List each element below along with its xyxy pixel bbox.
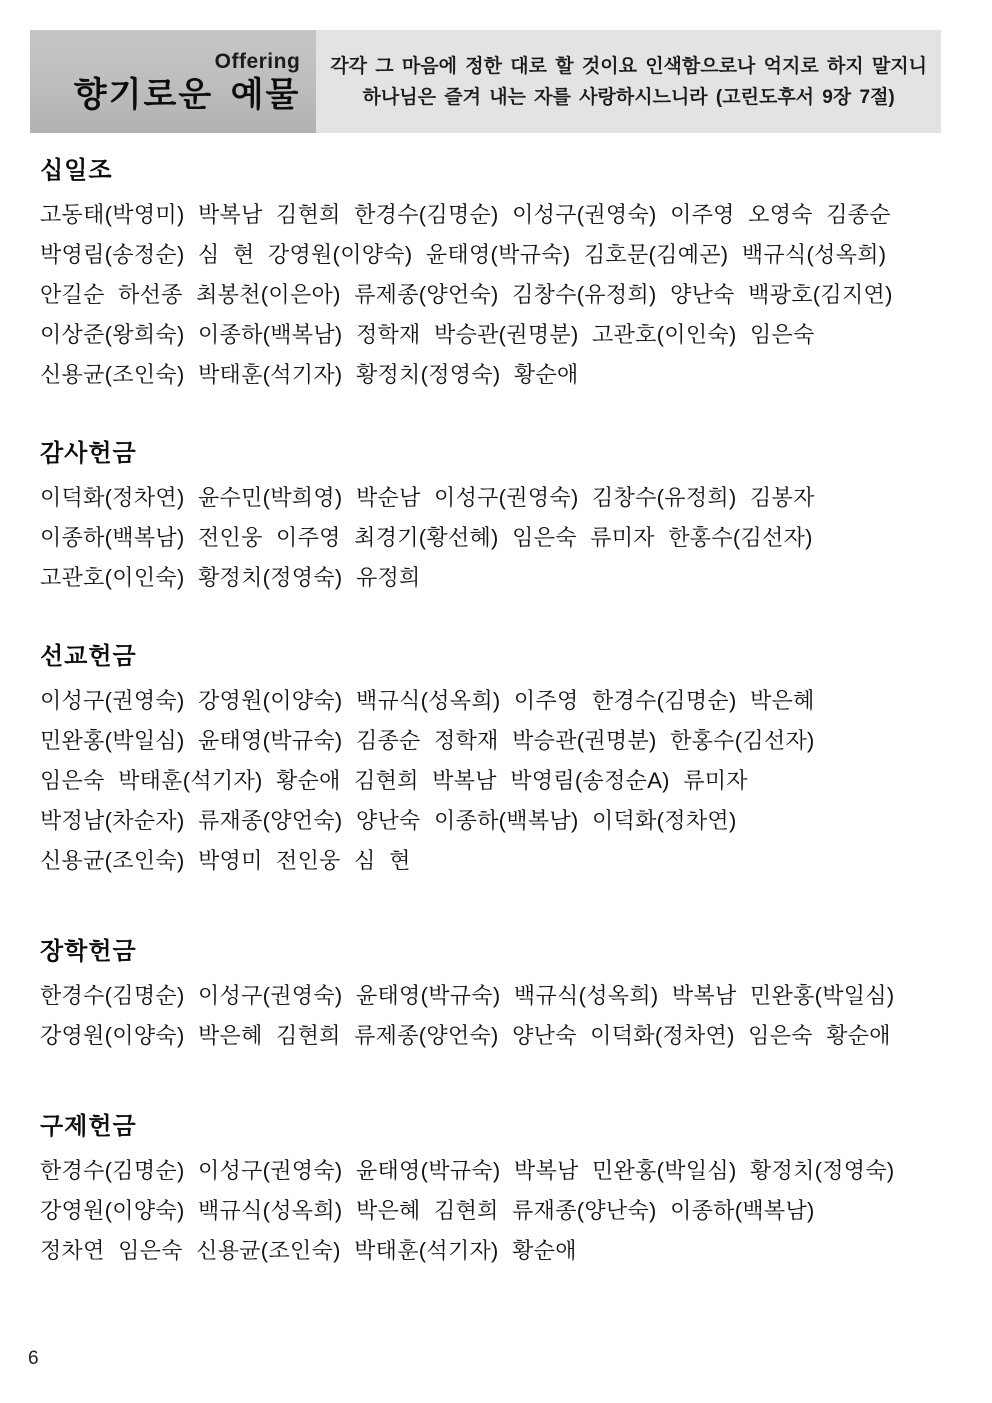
name-line: 박정남(차순자) 류재종(양언숙) 양난숙 이종하(백복남) 이덕화(정차연): [40, 808, 737, 833]
name-line: 한경수(김명순) 이성구(권영숙) 윤태영(박규숙) 박복남 민완홍(박일심) 황정치(정영숙): [40, 1158, 895, 1183]
name-line: 정차연 임은숙 신용균(조인숙) 박태훈(석기자) 황순애: [40, 1238, 577, 1263]
page-number: 6: [28, 1348, 39, 1369]
name-line: 신용균(조인숙) 박영미 전인웅 심 현: [40, 848, 411, 873]
name-line: 한경수(김명순) 이성구(권영숙) 윤태영(박규숙) 백규식(성옥희) 박복남 민완홍(박일심): [40, 983, 895, 1008]
name-line: 고동태(박영미) 박복남 김현희 한경수(김명순) 이성구(권영숙) 이주영 오영숙 김종순: [40, 202, 891, 227]
name-line: 박영림(송정순) 심 현 강영원(이양숙) 윤태영(박규숙) 김호문(김예곤) 백규식(성옥희): [40, 242, 887, 267]
name-line: 이덕화(정차연) 윤수민(박희영) 박순남 이성구(권영숙) 김창수(유정희) 김봉자: [40, 485, 815, 510]
section-mission-offering: [40, 642, 945, 881]
verse-line-1: 각각 그 마음에 정한 대로 할 것이요 인색함으로나 억지로 하지 말지니: [330, 55, 927, 77]
name-line: 이종하(백복남) 전인웅 이주영 최경기(황선혜) 임은숙 류미자 한홍수(김선자): [40, 525, 813, 550]
offering-lists: [40, 156, 945, 1271]
section-heading-mission: 선교헌금: [40, 643, 137, 670]
name-line: 강영원(이양숙) 백규식(성옥희) 박은혜 김현희 류재종(양난숙) 이종하(백복남): [40, 1198, 815, 1223]
section-heading-relief: 구제헌금: [40, 1113, 137, 1140]
name-line: 안길순 하선종 최봉천(이은아) 류제종(양언숙) 김창수(유정희) 양난숙 백광호(김지연): [40, 282, 893, 307]
name-line: 이상준(왕희숙) 이종하(백복남) 정학재 박승관(권명분) 고관호(이인숙) 임은숙: [40, 322, 815, 347]
section-relief-offering: [40, 1112, 945, 1271]
offering-header-banner: [30, 30, 941, 133]
name-line: 강영원(이양숙) 박은혜 김현희 류제종(양언숙) 양난숙 이덕화(정차연) 임은숙 황순애: [40, 1023, 891, 1048]
offering-english-label: Offering: [214, 49, 301, 73]
name-line: 이성구(권영숙) 강영원(이양숙) 백규식(성옥희) 이주영 한경수(김명순) 박은혜: [40, 688, 815, 713]
verse-box: [316, 30, 941, 133]
section-tithe: [40, 156, 945, 395]
section-heading-tithe: 십일조: [40, 157, 113, 184]
verse-line-2: 하나님은 즐겨 내는 자를 사랑하시느니라 (고린도후서 9장 7절): [362, 86, 895, 108]
name-line: 민완홍(박일심) 윤태영(박규숙) 김종순 정학재 박승관(권명분) 한홍수(김선자): [40, 728, 815, 753]
section-scholarship-offering: [40, 937, 945, 1056]
section-thanksgiving-offering: [40, 439, 945, 598]
name-line: 임은숙 박태훈(석기자) 황순애 김현희 박복남 박영림(송정순A) 류미자: [40, 768, 748, 793]
section-heading-scholarship: 장학헌금: [40, 938, 137, 965]
offering-title-box: [30, 30, 316, 133]
name-line: 고관호(이인숙) 황정치(정영숙) 유정희: [40, 565, 421, 590]
section-heading-thanksgiving: 감사헌금: [40, 440, 137, 467]
page-title: 향기로운 예물: [73, 75, 301, 114]
name-line: 신용균(조인숙) 박태훈(석기자) 황정치(정영숙) 황순애: [40, 362, 579, 387]
